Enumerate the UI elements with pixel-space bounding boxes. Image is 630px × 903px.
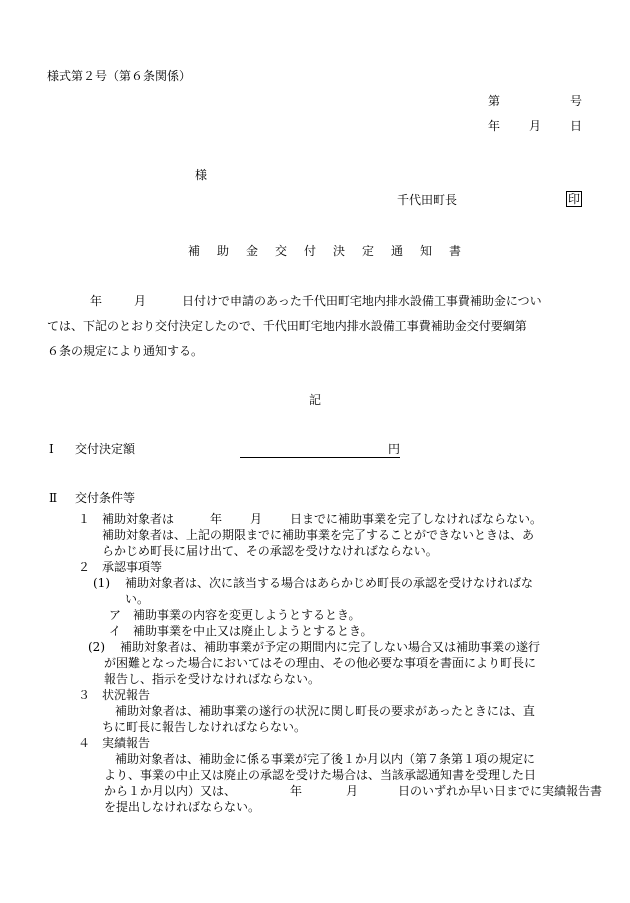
item1-number: １: [78, 512, 91, 526]
item1-line3: らかじめ町長に届け出て、その承認を受けなければならない。: [102, 544, 438, 558]
date-year-label: 年: [488, 119, 501, 133]
recipient-suffix: 様: [195, 168, 208, 182]
item3-line1: 補助対象者は、補助事業の遂行の状況に関し町長の要求があったときには、直: [115, 704, 535, 718]
item2-2-number: (2): [88, 640, 105, 654]
item4-number: ４: [78, 736, 91, 750]
issuer-name: 千代田町長: [397, 193, 458, 207]
form-id: 様式第２号（第６条関係）: [47, 69, 192, 83]
item3-title: 状況報告: [102, 688, 151, 702]
date-day-label: 日: [570, 119, 583, 133]
item2-a-text: 補助事業の内容を変更しようとするとき。: [133, 608, 361, 622]
item3-line2: ちに町長に報告しなければならない。: [102, 720, 307, 734]
item1-month: 月: [250, 512, 263, 526]
item2-1-line1: 補助対象者は、次に該当する場合はあらかじめ町長の承認を受けなければな: [125, 576, 534, 590]
item4-line4: を提出しなければならない。: [104, 800, 261, 814]
section1-numeral: Ⅰ: [49, 442, 54, 456]
item2-1-line2: い。: [125, 592, 150, 606]
item4-line3-b: 日のいずれか早い日までに実績報告書: [398, 784, 603, 798]
item4-line2: より、事業の中止又は廃止の承認を受けた場合は、当該承認通知書を受理した日: [104, 768, 537, 782]
item2-2-line2: が困難となった場合においてはその理由、その他必要な事項を書面により町長に: [104, 656, 537, 670]
intro-line1: 日付けで申請のあった千代田町宅地内排水設備工事費補助金につい: [182, 294, 542, 308]
date-month-label: 月: [529, 119, 542, 133]
seal-mark: 印: [568, 192, 581, 206]
item1-text-b: 日までに補助事業を完了しなければならない。: [290, 512, 543, 526]
intro-year: 年: [90, 294, 103, 308]
item2-title: 承認事項等: [102, 560, 163, 574]
item1-text-a: 補助対象者は: [102, 512, 175, 526]
ki-marker: 記: [309, 393, 322, 407]
amount-field: [240, 441, 400, 458]
section2-label: 交付条件等: [75, 491, 136, 505]
item2-i-text: 補助事業を中止又は廃止しようとするとき。: [133, 624, 373, 638]
item2-1-number: (1): [93, 576, 110, 590]
seal-box: [566, 191, 582, 207]
intro-line2: ては、下記のとおり交付決定したので、千代田町宅地内排水設備工事費補助金交付要綱第: [47, 319, 527, 333]
intro-month: 月: [134, 294, 147, 308]
section1-label: 交付決定額: [75, 442, 136, 456]
item2-2-line1: 補助対象者は、補助事業が予定の期間内に完了しない場合又は補助事業の遂行: [120, 640, 541, 654]
item4-title: 実績報告: [102, 736, 151, 750]
document-title: 補助金交付決定通知書: [188, 244, 479, 258]
item4-line3-a: から１か月以内）又は、: [104, 784, 237, 798]
item1-line2: 補助対象者は、上記の期限までに補助事業を完了することができないときは、あ: [102, 528, 535, 542]
number-label: 第: [488, 94, 501, 108]
item4-line3-month: 月: [346, 784, 359, 798]
amount-unit: 円: [240, 441, 400, 458]
item3-number: ３: [78, 688, 91, 702]
item4-line1: 補助対象者は、補助金に係る事業が完了後１か月以内（第７条第１項の規定に: [115, 752, 536, 766]
intro-line3: ６条の規定により通知する。: [47, 344, 204, 358]
item1-year: 年: [210, 512, 223, 526]
item2-i-kana: イ: [109, 624, 122, 638]
item4-line3-year: 年: [290, 784, 303, 798]
number-suffix: 号: [570, 94, 583, 108]
item2-a-kana: ア: [109, 608, 122, 622]
item2-2-line3: 報告し、指示を受けなければならない。: [104, 672, 321, 686]
section2-numeral: Ⅱ: [49, 491, 58, 505]
item2-number: ２: [78, 560, 91, 574]
